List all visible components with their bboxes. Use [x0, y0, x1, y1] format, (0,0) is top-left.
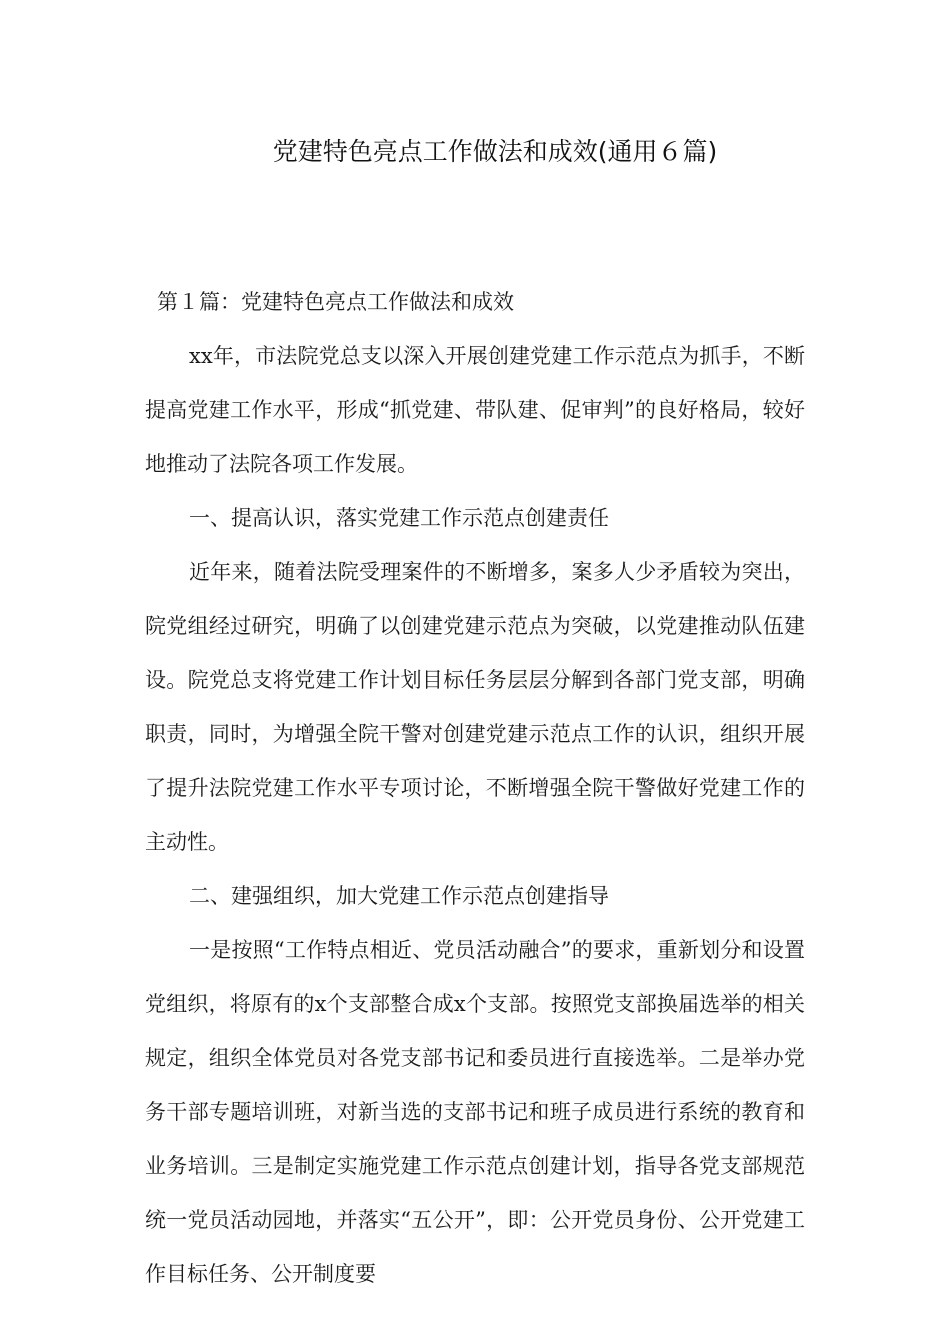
paragraph-section-2: 一是按照“工作特点相近、党员活动融合”的要求，重新划分和设置党组织，将原有的x个支部整合成x个支部。按照党支部换届选举的相关规定，组织全体党员对各党支部书记和委员进行直接选举。二是举办党务干部专题培训班，对新当选的支部书记和班子成员进行系统的教育和业务培训。三是制定实施党建工作示范点创建计划，指导各党支部规范统一党员活动园地，并落实“五公开”，即：公开党员身份、公开党建工作目标任务、公开制度要: [145, 938, 805, 1286]
part-heading: 第１篇：党建特色亮点工作做法和成效: [157, 290, 514, 314]
document-title: 党建特色亮点工作做法和成效(通用６篇): [272, 137, 718, 166]
section-heading-2: 二、建强组织，加大党建工作示范点创建指导: [189, 884, 609, 908]
paragraph-section-1: 近年来，随着法院受理案件的不断增多，案多人少矛盾较为突出，院党组经过研究，明确了以创建党建示范点为突破，以党建推动队伍建设。院党总支将党建工作计划目标任务层层分解到各部门党支部，明确职责，同时，为增强全院干警对创建党建示范点工作的认识，组织开展了提升法院党建工作水平专项讨论，不断增强全院干警做好党建工作的主动性。: [145, 560, 805, 854]
section-heading-1: 一、提高认识，落实党建工作示范点创建责任: [189, 506, 609, 530]
paragraph-intro: xx年，市法院党总支以深入开展创建党建工作示范点为抓手，不断提高党建工作水平，形成“抓党建、带队建、促审判”的良好格局，较好地推动了法院各项工作发展。: [145, 344, 805, 476]
document-body: [145, 329, 805, 1301]
